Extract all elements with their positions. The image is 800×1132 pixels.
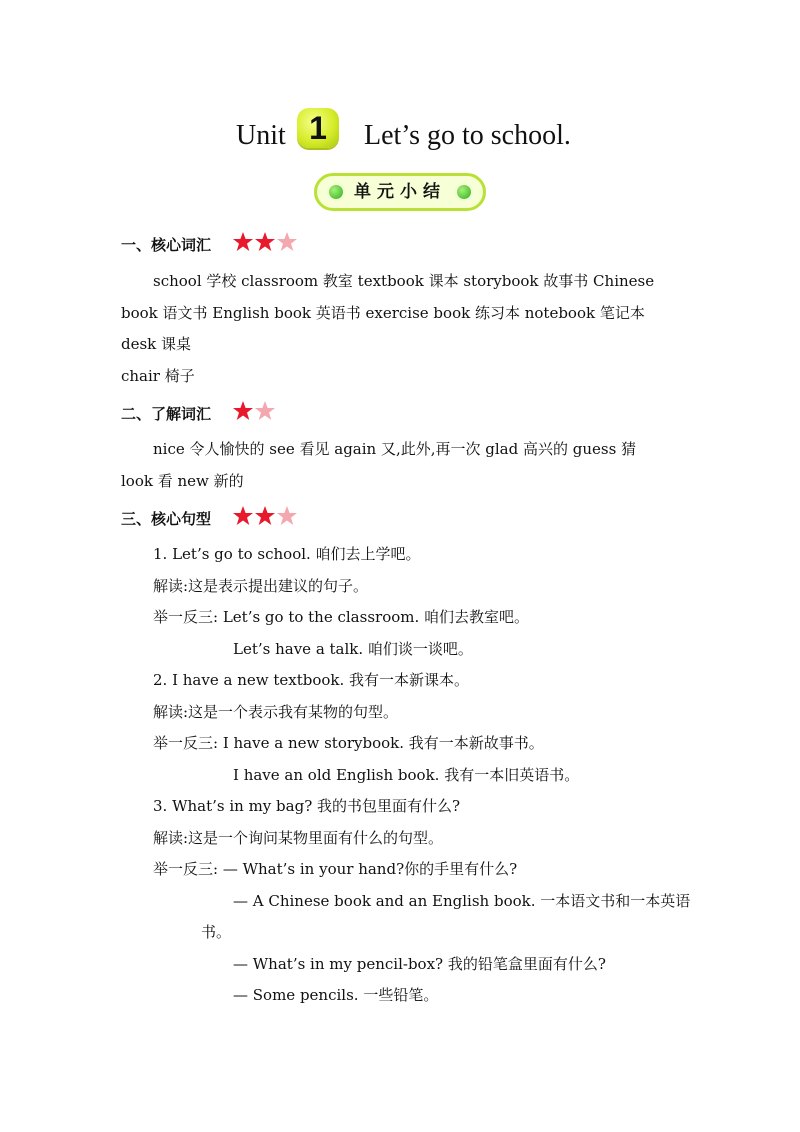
unit-title [0,104,800,164]
rating-stars-icon [232,505,302,527]
banner-label: 单元小结 [354,182,446,202]
section-heading-core-vocab: 一、核心词汇 [121,236,212,254]
star-full-1 [233,506,253,525]
sentence-1-example-1: 举一反三: Let’s go to the classroom. 咱们去教室吧。 [153,608,530,626]
sentence-3-example-1: 举一反三: — What’s in your hand?你的手里有什么? [153,860,518,878]
sentence-2: 2. I have a new textbook. 我有一本新课本。 [153,671,470,689]
title-text: Let’s go to school. [364,120,571,151]
sentence-3-explanation: 解读:这是一个询问某物里面有什么的句型。 [153,829,444,847]
star-full-1 [233,401,253,420]
rating-stars-icon [232,231,302,253]
sentence-3: 3. What’s in my bag? 我的书包里面有什么? [153,797,461,815]
sentence-3-example-4: — Some pencils. 一些铅笔。 [233,986,439,1004]
sentence-3-example-2: — A Chinese book and an English book. 一本语文书和一本英语 [233,892,691,910]
sentence-3-example-2-cont: 书。 [201,923,232,941]
sentence-3-example-3: — What’s in my pencil-box? 我的铅笔盒里面有什么? [233,955,606,973]
sentence-2-example-2: I have an old English book. 我有一本旧英语书。 [233,766,580,784]
title-unit-label: Unit [236,120,286,151]
star-full-2 [255,506,275,525]
star-half-3 [277,506,297,525]
sentence-1-example-2: Let’s have a talk. 咱们谈一谈吧。 [233,640,473,658]
section-heading-core-sentences: 三、核心句型 [121,510,212,528]
vocab-core-line-1: school 学校 classroom 教室 textbook 课本 storybook 故事书 Chinese [153,272,655,290]
sentence-2-example-1: 举一反三: I have a new storybook. 我有一本新故事书。 [153,734,544,752]
vocab-core-line-4: chair 椅子 [121,367,195,385]
star-full-1 [233,232,253,251]
vocab-core-line-2: book 语文书 English book 英语书 exercise book 练习本 notebook 笔记本 [121,304,645,322]
green-dot-icon [457,185,471,199]
star-half-3 [277,232,297,251]
sentence-1: 1. Let’s go to school. 咱们去上学吧。 [153,545,421,563]
vocab-extra-line-2: look 看 new 新的 [121,472,244,490]
vocab-core-line-3: desk 课桌 [121,335,192,353]
vocab-extra-line-1: nice 令人愉快的 see 看见 again 又,此外,再一次 glad 高兴的 guess 猜 [153,440,637,458]
sentence-1-explanation: 解读:这是表示提出建议的句子。 [153,577,369,595]
star-full-2 [255,232,275,251]
unit-number-badge: 1 [297,108,339,148]
rating-stars-icon [232,400,280,422]
unit-summary-banner [314,173,486,211]
star-half-2 [255,401,275,420]
section-heading-extra-vocab: 二、了解词汇 [121,405,212,423]
sentence-2-explanation: 解读:这是一个表示我有某物的句型。 [153,703,399,721]
